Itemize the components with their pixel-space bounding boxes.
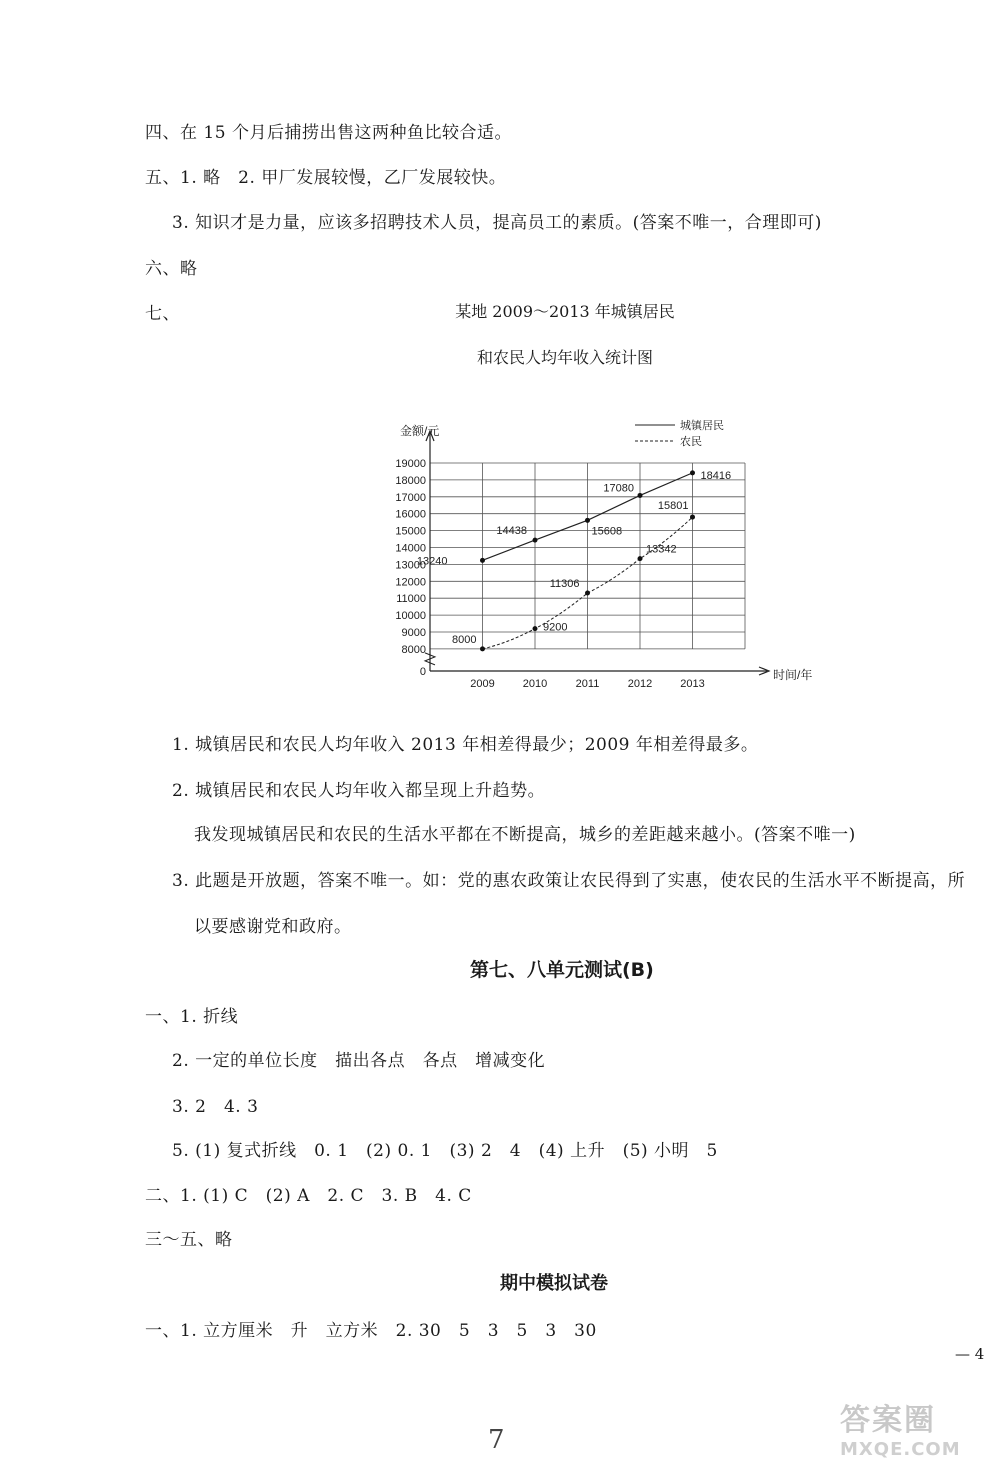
unit-b-line-7: 三～五、略: [145, 1230, 233, 1250]
y-tick-label: 0: [419, 666, 426, 678]
y-tick-label: 13000: [395, 559, 426, 572]
data-point-urban: [638, 493, 643, 498]
data-label: 8000: [452, 633, 477, 646]
data-label: 14438: [496, 525, 527, 538]
unit-b-line-3: 3. 2 4. 3: [172, 1097, 259, 1117]
y-tick-label: 18000: [395, 474, 426, 487]
y-tick-label: 15000: [395, 525, 426, 538]
page-number: — 4: [955, 1345, 985, 1363]
x-tick-label: 2013: [680, 678, 705, 690]
data-label: 17080: [603, 482, 634, 495]
x-tick-label: 2009: [470, 678, 495, 690]
data-point-farmers: [638, 556, 643, 561]
data-point-farmers: [690, 515, 695, 520]
x-tick-label: 2012: [627, 678, 653, 690]
y-tick-label: 12000: [395, 576, 426, 589]
question-3: 3. 此题是开放题，答案不唯一。如：党的惠农政策让农民得到了实惠，使农民的生活水平不断提高，所: [172, 871, 966, 891]
handwritten-mark: 7: [488, 1425, 505, 1455]
axis-break-mark: [425, 653, 435, 665]
y-tick-label: 10000: [395, 610, 426, 623]
data-label: 13342: [646, 543, 677, 556]
watermark: [840, 1395, 990, 1465]
x-axis-title: 时间/年: [773, 668, 813, 682]
data-point-urban: [690, 470, 695, 475]
question-3-cont: 以要感谢党和政府。: [194, 917, 352, 937]
y-tick-label: 9000: [401, 627, 426, 639]
x-tick-label: 2011: [575, 678, 600, 690]
y-tick-label: 16000: [395, 508, 426, 521]
answer-line-4: 四、在 15 个月后捕捞出售这两种鱼比较合适。: [145, 123, 512, 143]
section-title-midterm: 期中模拟试卷: [500, 1273, 608, 1294]
answer-line-5-3: 3. 知识才是力量，应该多招聘技术人员，提高员工的素质。(答案不唯一，合理即可): [172, 213, 822, 233]
data-point-farmers: [533, 626, 538, 631]
x-tick-label: 2010: [522, 678, 548, 690]
data-label: 15801: [657, 500, 689, 513]
answer-line-5: 五、1. 略 2. 甲厂发展较慢，乙厂发展较快。: [145, 168, 507, 188]
unit-b-line-2: 2. 一定的单位长度 描出各点 各点 增减变化: [172, 1051, 546, 1071]
watermark-url: MXQE.COM: [840, 1439, 961, 1460]
data-point-farmers: [585, 591, 590, 596]
data-point-farmers: [480, 646, 485, 651]
answer-line-6: 六、略: [145, 259, 198, 279]
y-tick-label: 19000: [395, 458, 426, 470]
income-line-chart: [370, 405, 813, 695]
data-label: 15608: [591, 525, 623, 538]
answer-line-7: 七、: [145, 304, 180, 324]
data-label: 13240: [416, 555, 448, 568]
chart-title: 某地 2009～2013 年城镇居民: [455, 302, 675, 321]
y-tick-label: 11000: [396, 593, 426, 606]
legend-label: 农民: [680, 436, 702, 448]
y-tick-label: 14000: [395, 542, 426, 555]
data-point-urban: [585, 518, 590, 523]
chart-subtitle: 和农民人均年收入统计图: [476, 348, 653, 367]
y-axis-title: 金额/元: [400, 424, 440, 438]
unit-b-line-5: 5. (1) 复式折线 0. 1 (2) 0. 1 (3) 2 4 (4) 上升 (5) 小明 5: [172, 1141, 718, 1161]
section-title-unit-test-b: 第七、八单元测试(B): [470, 959, 654, 981]
midterm-line-1: 一、1. 立方厘米 升 立方米 2. 30 5 3 5 3 30: [145, 1321, 597, 1341]
question-1: 1. 城镇居民和农民人均年收入 2013 年相差得最少；2009 年相差得最多。: [172, 735, 759, 755]
question-2: 2. 城镇居民和农民人均年收入都呈现上升趋势。: [172, 781, 546, 801]
legend-label: 城镇居民: [680, 420, 724, 432]
data-point-urban: [480, 558, 485, 563]
question-2-finding: 我发现城镇居民和农民的生活水平都在不断提高，城乡的差距越来越小。(答案不唯一): [194, 825, 856, 845]
y-tick-label: 17000: [395, 491, 426, 504]
data-label: 11306: [549, 578, 580, 591]
unit-b-line-1: 一、1. 折线: [145, 1007, 239, 1027]
data-label: 9200: [543, 621, 568, 634]
unit-b-line-6: 二、1. (1) C (2) A 2. C 3. B 4. C: [145, 1186, 472, 1206]
watermark-logo: 答案圈: [840, 1403, 936, 1438]
y-tick-label: 8000: [401, 643, 426, 656]
data-label: 18416: [700, 469, 732, 482]
data-point-urban: [533, 538, 538, 543]
